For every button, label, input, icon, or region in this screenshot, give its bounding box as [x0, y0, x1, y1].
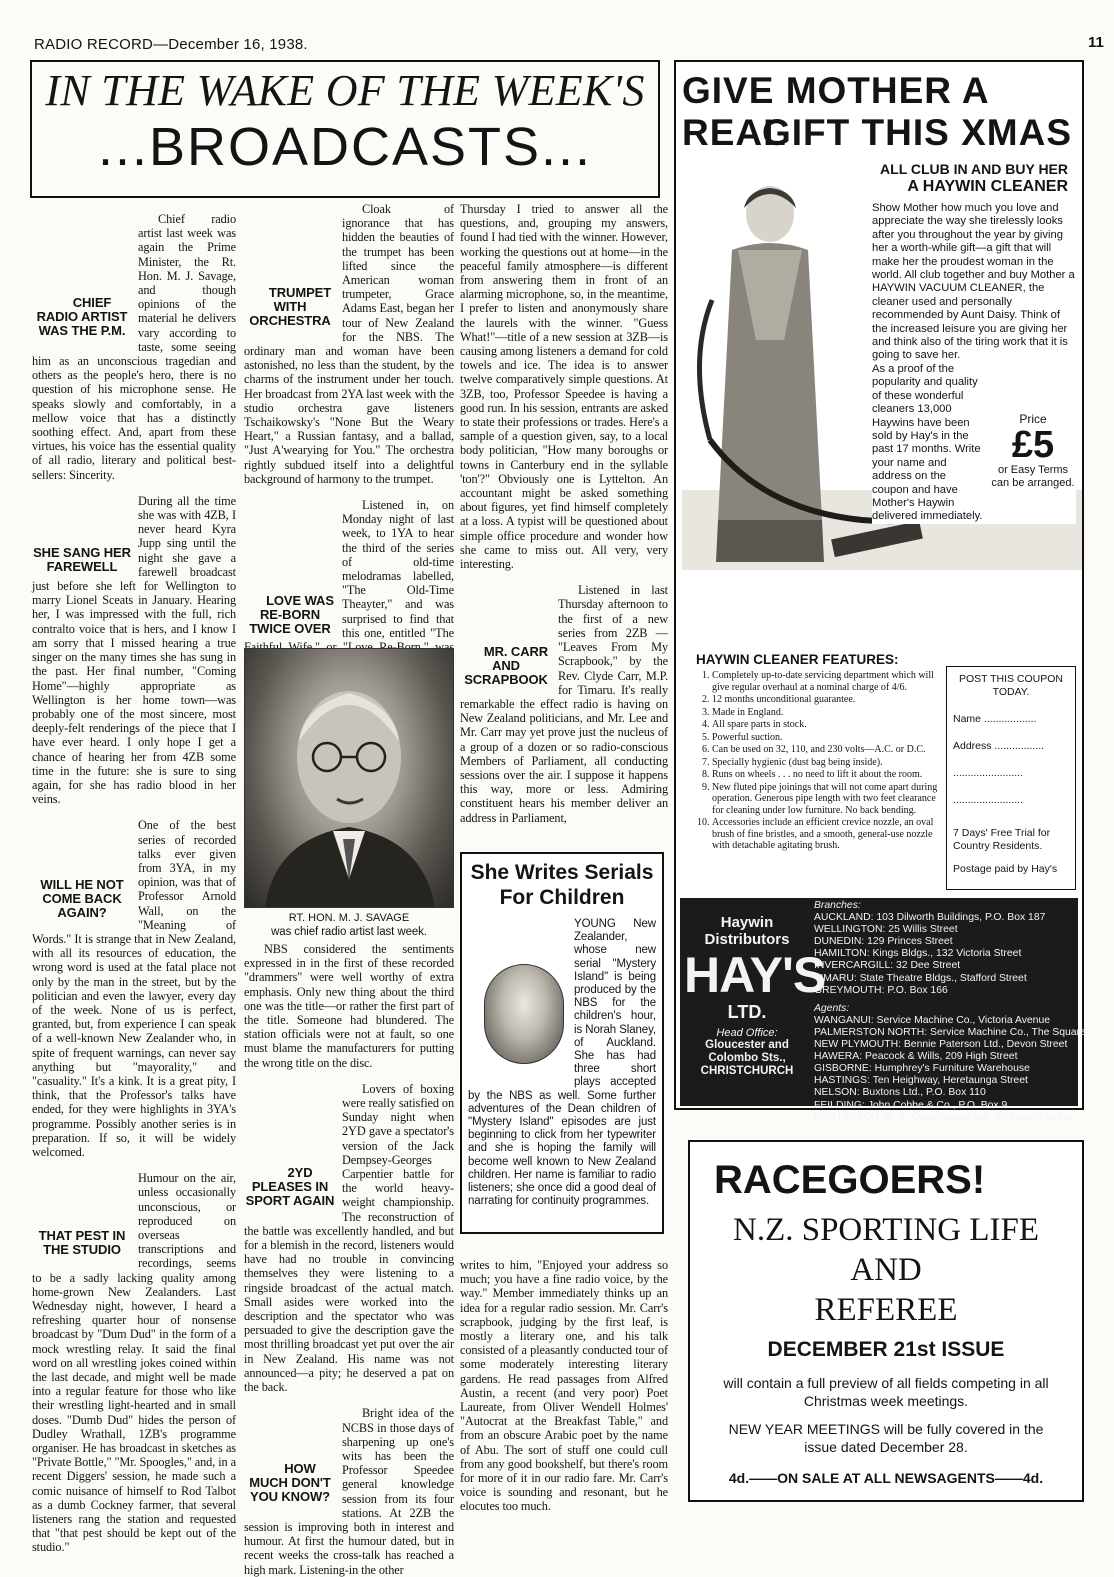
ad-headline-2: GIFT THIS XMAS	[762, 112, 1072, 153]
column-2-bottom	[244, 942, 454, 1577]
feature-item: 7. Specially hygienic (dust bag being inside).	[712, 757, 944, 769]
subhead-2yd: 2YD PLEASES IN SPORT AGAIN	[245, 1164, 335, 1208]
preview-text: will contain a full preview of all fields competing in all Christmas week meetings.	[723, 1375, 1049, 1409]
price-label: Price	[1019, 412, 1047, 426]
issue-line: DECEMBER 21st ISSUE	[767, 1338, 1005, 1361]
branches-label: Branches:	[814, 900, 861, 911]
agent-item: HAWERA: Peacock & Wills, 209 High Street	[814, 1051, 1018, 1063]
features-list	[690, 670, 944, 853]
feature-item: 9. New fluted pipe joinings that will not come apart during operation. Generous pipe length with two feet clearance for cleaning under low furniture. No back bending.	[712, 782, 944, 817]
price-terms: or Easy Terms can be arranged.	[991, 464, 1075, 489]
article-dum-dud: Humour on the air, unless occasionally unconscious, or reproduced on overseas transcriptions and recordings, seems to be a sadly lacking quality among home-grown New Zealanders. Last Wednesday night, however, I heard a refreshing quarter hour of nonsense broadcast by "Dum Dud" in the form of a mock wrestling relay. It said the final word on all wrestling jokes coined within the last decade, and might well be made into a regular feature for those who like their wrestling light-hearted and in small doses. "Dumb Dud" hides the person of Dudley Wrathall, 1ZB's programme organiser. He has broadcast in sketches as "Private Bottle," "Mr. Spoogles," and, in a recent Diggers' session, he made such a comic nuisance of himself to Rod Talbot as a dumb Cockney farmer, that several listeners rang the station and requested that "that pest should be kept out of the studio."	[32, 1171, 236, 1555]
caption-line: was chief radio artist last week.	[271, 926, 427, 938]
article-wrong-title: NBS considered the sentiments expressed in in the first of these recorded "drammers" were well worthy of extra emphasis. Only new thing about the third one was the title—or rather the first part of the title. Someone had blundered. The station officials were not at fault, so one must blame the manufacturers for putting the wrong title on the disc.	[244, 942, 454, 1070]
caption-name: RT. HON. M. J. SAVAGE	[288, 912, 410, 924]
ad-body-para-2: As a proof of the popularity and quality of these wonderful cleaners 13,000 Haywins have been sold by Hay's in the past 17 months. Write your name and address on the coupon and have Mother's Haywin delivered immediately.	[872, 362, 983, 523]
subhead-mr-carr: MR. CARR AND SCRAPBOOK	[464, 644, 549, 688]
sporting-life-line: N.Z. SPORTING LIFE	[732, 1212, 1040, 1248]
ad-subhead-1: ALL CLUB IN AND BUY HER	[880, 161, 1068, 177]
distributors-label: Haywin Distributors	[704, 914, 790, 948]
branch-item: TIMARU: State Theatre Bldgs., Stafford Street	[814, 972, 1027, 984]
branch-item: WELLINGTON: 25 Willis Street	[814, 924, 958, 936]
agent-item: NELSON: Buxtons Ltd., P.O. Box 110	[814, 1087, 986, 1099]
article-melodrama: Listened in, on Monday night of last week, to 1YA to hear the third of the series of old-time melodramas labelled, "The Old-Time Theayter," and was surprised to find that this one, entitled "The	[342, 498, 454, 640]
branch-item: GREYMOUTH: P.O. Box 166	[814, 984, 948, 996]
subhead-trumpet: TRUMPET WITH ORCHESTRA	[249, 285, 332, 328]
article-prime-minister: Chief radio artist last week was again the Prime Minister, the Rt. Hon. M. J. Savage, and though opinions of the material he delivers vary according to taste, some seeing him as an unconscious tragedian and others as the people's hero, there is no question of his microphone sense. He speaks slowly and comfortably, in a mellow voice that has a distinctly soothing effect. And, apart from these virtues, his voice has the essential quality of all radio, literary and political best-sellers: Sincerity.	[32, 212, 236, 482]
subhead-she-sang: SHE SANG HER FAREWELL	[33, 544, 131, 574]
column-1	[32, 212, 236, 1555]
serials-body: YOUNG New Zealander, whose new serial "Mystery Island" is being produced by the NBS for the children's hour, is Norah Slaney, of Auckland. She has had three short plays accepted by the NBS as well. Some further adventures of the Dean children of "Mystery Island" episodes are just beginning to click from her typewriter and she is hoping the family will become well known to New Zealand children. Her name is familiar to radio listeners; she once did a good deal of narrating for continuity programmes.	[468, 918, 656, 1208]
hays-logo: HAY'S	[684, 947, 826, 1003]
agent-item: HASTINGS: Ten Heighway, Heretaunga Street	[814, 1075, 1028, 1087]
subhead-how-much: HOW MUCH DON'T YOU KNOW?	[249, 1461, 331, 1505]
features-title: HAYWIN CLEANER FEATURES:	[696, 652, 899, 667]
ad-headline-1: GIVE MOTHER A REAL	[682, 70, 989, 153]
price-box	[988, 412, 1078, 490]
feature-item: 10. Accessories include an efficient crevice nozzle, an oval brush of fine bristles, and a smooth, general-use nozzle with detachable agitating brush.	[712, 817, 944, 852]
article-speedee: Bright idea of the NCBS in those days of sharpening up one's wits has been the Professor Speedee general knowledge session from its four stations. At 2ZB the session is improving both in interest and humour. At first the humour dated, but in recent weeks the cross-talk has reached a high mark. Listening-in the other	[244, 1406, 454, 1577]
agent-item: NEW PLYMOUTH: Bennie Paterson Ltd., Devon Street	[814, 1039, 1068, 1051]
agent-item: WANGANUI: Service Machine Co., Victoria Avenue	[814, 1014, 1051, 1026]
article-kyra-jupp: During all the time she was with 4ZB, I never heard Kyra Jupp sing until the night she gave a farewell broadcast just before she left for Wellington to marry Lionel Sceats in January. Hearing her, I was impressed with the full, rich contralto voice that is hers, and I know I am sorry that I missed hearing a true singer on the many times she has sung in the past. Her final number, "Coming Home"—highly appropriate as Wellington is her home town—was probably one of the most sincere, most deeply-felt renderings of the piece that I have ever heard. I only hope I get a chance of hearing her from 4ZB some time in the future: she is sure to sing again, for she has radio blood in her veins.	[32, 493, 236, 807]
running-head: RADIO RECORD—December 16, 1938.	[34, 36, 308, 53]
branch-item: DUNEDIN: 129 Princes Street	[814, 936, 953, 948]
serials-title: She Writes Serials For Children	[470, 861, 654, 909]
feature-item: 6. Can be used on 32, 110, and 230 volts—A.C. or D.C.	[712, 744, 944, 756]
article-boxing: Lovers of boxing were really satisfied on Sunday night when 2YD gave a spectator's version of the Jack Dempsey-Georges Carpentier battle for the world heavy-weight championship. The reconstruction of the battle was excellently handled, and but for a blemish in the record, listeners would have had no trouble in convincing themselves they were listening to a ringside broadcast of the actual match. Small asides were worked into the description and the spectator who was persuaded to give the description gave the most thrilling broadcast yet put over the air in New Zealand. His name was not announced—a pity; he deserved a pat on the back.	[244, 1081, 454, 1395]
subhead-love-reborn: LOVE WAS RE-BORN TWICE OVER	[249, 593, 334, 637]
banner-line-1: IN THE WAKE OF THE WEEK'S	[45, 66, 645, 115]
hays-distributors-panel	[680, 898, 1086, 1123]
article-grace-adams: Cloak of ignorance that has hidden the beauties of the trumpet has been lifted since the American woman trumpeter, Grace Adams East, began her tour of New Zealand for the NBS. The ordinary man and woman have been astonished, no less than the student, by the charms of the instrument under her touch. Her broadcast from 2YA last week with the studio orchestra gave listeners Tschaikowsky's "None But the Weary Heart," a Russian fantasy, and a ballad, "Just A'wearying for You." The orchestra rightly subdued itself into a delightful background of harmony to the trumpet.	[244, 202, 454, 486]
portrait-illustration	[245, 649, 453, 907]
agents-label: Agents:	[814, 1002, 850, 1014]
price-value: £5	[1011, 424, 1055, 466]
page-number: 11	[1088, 34, 1104, 51]
article-arnold-wall: One of the best series of recorded talks ever given from 3YA, in my opinion, was that of Professor Arnold Wall, on the "Meaning of Words." It is strange that in New Zealand, with all its resources of education, the wrong word is used at the fatal place not only by the man in the street, but by the politician and even the lawyer, every day of the week. None of us is perfect, granted, but, from experience I can speak of a well-known New Zealander who, in spite of frequent warnings, can never say anything but "mayorality," and "casuality." It's a kink. It is a great pity, I think, that the Professor's talks have ended, for they were highlights in 3YA's programme. Possibly another series is in preparation. If so, it will be widely welcomed.	[32, 818, 236, 1159]
hays-logo-block	[684, 902, 826, 1078]
agent-item: FEILDING: John Cobbe & Co., P.O. Box 9	[814, 1099, 1008, 1111]
column-3-bottom	[460, 1258, 668, 1514]
ad-subhead-2: A HAYWIN CLEANER	[907, 178, 1068, 195]
section-banner	[30, 60, 660, 198]
and-line: AND	[850, 1252, 922, 1288]
ltd-label: LTD.	[727, 1002, 767, 1022]
hays-branches	[814, 900, 1086, 1124]
feature-item: 4. All spare parts in stock.	[712, 719, 944, 731]
head-office-label: Head Office:	[716, 1027, 778, 1039]
photo-caption	[244, 912, 454, 939]
branch-item: HAMILTON: Kings Bldgs., 132 Victoria Street	[814, 948, 1022, 960]
feature-item: 8. Runs on wheels . . . no need to lift it about the room.	[712, 769, 944, 781]
article-scrapbook: Listened in last Thursday afternoon to the first of a new series from 2ZB — "Leaves From My Scrapbook," by the Rev. Clyde Carr, M.P. for Timaru. It's really remarkable the effect radio is having on New Zealand politicians, and Mr. Lee and Mr. Carr may yet prove just the nucleus of a group of a dozen or so radio-conscious Members of Parliament, all conducting sessions over the air. I suppose it happens this way, more or less. Admiring constituent hears his member deliver an address in Parliament,	[460, 583, 668, 825]
feature-item: 1. Completely up-to-date servicing department which will give regular overhaul at a nominal charge of 4/6.	[712, 670, 944, 693]
coupon-address-field[interactable]: Address .................	[953, 740, 1045, 752]
feature-item: 3. Made in England.	[712, 707, 944, 719]
ad-body-para-1: Show Mother how much you love and appreciate the way she tirelessly looks after you throughout the year by giving her a worth-while gift—a gift that will make her the proudest woman in the world. All club together and buy Mother a HAYWIN VACUUM CLEANER, the cleaner used and personally recommended by Aunt Daisy. Think of the increased leisure you are giving her and think also of the tiring work that it is going to save her.	[872, 202, 1075, 362]
new-year-text: NEW YEAR MEETINGS will be fully covered in the issue dated December 28.	[728, 1421, 1044, 1455]
serials-box	[460, 852, 664, 1234]
coupon-trial: 7 Days' Free Trial for Country Residents.	[953, 827, 1051, 852]
subhead-will-he-not: WILL HE NOT COME BACK AGAIN?	[40, 877, 124, 921]
branch-item: AUCKLAND: 103 Dilworth Buildings, P.O. Box 187	[814, 912, 1046, 924]
branch-item: INVERCARGILL: 32 Dee Street	[814, 960, 961, 972]
head-office-address: Gloucester and Colombo Sts., CHRISTCHURCH	[700, 1039, 794, 1077]
coupon-title: POST THIS COUPON TODAY.	[958, 673, 1064, 698]
subhead-chief-radio-artist: CHIEF RADIO ARTIST WAS THE P.M.	[36, 295, 128, 338]
coupon-name-field[interactable]: Name ..................	[953, 713, 1037, 725]
referee-line: REFEREE	[814, 1292, 958, 1328]
article-carr-continued: writes to him, "Enjoyed your address so much; you have a fine radio voice, by the way." Member immediately thinks up an idea for a regular radio session. Mr. Carr's scrapbook, judging by the first leaf, is mostly a literary one, and his talk consisted of a pleasantly conducted tour of some moderately interesting literary gardens. He read passages from Alfred Austin, a recent (and very poor) Poet Laureate, from Oliver Wendell Holmes' "Autocrat at the Breakfast Table," and from an obscure Arabic poet by the name of Abu. The sort of stuff one could cull from any good bookshelf, but there's room for more of it in our radio fare. Mr. Carr's voice is sounding and resonant, but he elocutes too much.	[460, 1258, 668, 1514]
coupon-postage: Postage paid by Hay's	[953, 863, 1058, 875]
coupon-address-line[interactable]: ........................	[953, 767, 1024, 779]
banner-line-2: ...BROADCASTS...	[97, 117, 593, 178]
haywin-advertisement	[674, 60, 1086, 1123]
feature-item: 5. Powerful suction.	[712, 732, 944, 744]
serials-text	[468, 918, 656, 1208]
agent-item: MASTERTON: N. R. Cunningham Ltd., 29 Queen Street	[814, 1111, 1073, 1123]
coupon-box[interactable]	[946, 666, 1076, 890]
racegoers-title: RACEGOERS!	[714, 1158, 986, 1202]
subhead-that-pest: THAT PEST IN THE STUDIO	[38, 1228, 126, 1258]
column-2-top	[244, 202, 454, 642]
savage-portrait	[244, 648, 454, 908]
agent-item: GISBORNE: Humphrey's Furniture Warehouse	[814, 1063, 1030, 1075]
article-guess-what: Thursday I tried to answer all the questions, and, grouping my answers, found I had tied with the winner. However, working the questions out at home—in the peaceful family atmosphere—is different from answering them in front of an alarming microphone, so, in the meantime, I prefer to listen and anonymously share the laurels with the winner. "Guess What!"—title of a new session at 3ZB—is causing among listeners a demand for cold towels and ice. The idea is to answer twelve comparatively simple questions. At 3ZB, too, Professor Speedee is having a good run. In his session, entrants are asked to state their professions or trades. Here's a sample of a question given, say, to a local body politician, "How many boroughs or towns in Canterbury end in the syllable 'ton'?" Obviously one is Lyttelton. An accountant might be asked something about figures, yet find himself completely at a loss. A typist will be questioned about simple office procedure and wonder how she came to miss out. All very, very interesting.	[460, 202, 668, 572]
feature-item: 2. 12 months unconditional guarantee.	[712, 694, 944, 706]
on-sale-footer: 4d.——ON SALE AT ALL NEWSAGENTS——4d.	[728, 1470, 1044, 1486]
racegoers-advertisement	[688, 1140, 1084, 1502]
agent-item: PALMERSTON NORTH: Service Machine Co., The Square	[814, 1026, 1086, 1038]
norah-slaney-photo	[484, 964, 564, 1064]
coupon-address-line[interactable]: ........................	[953, 794, 1024, 806]
column-3-top	[460, 202, 668, 907]
